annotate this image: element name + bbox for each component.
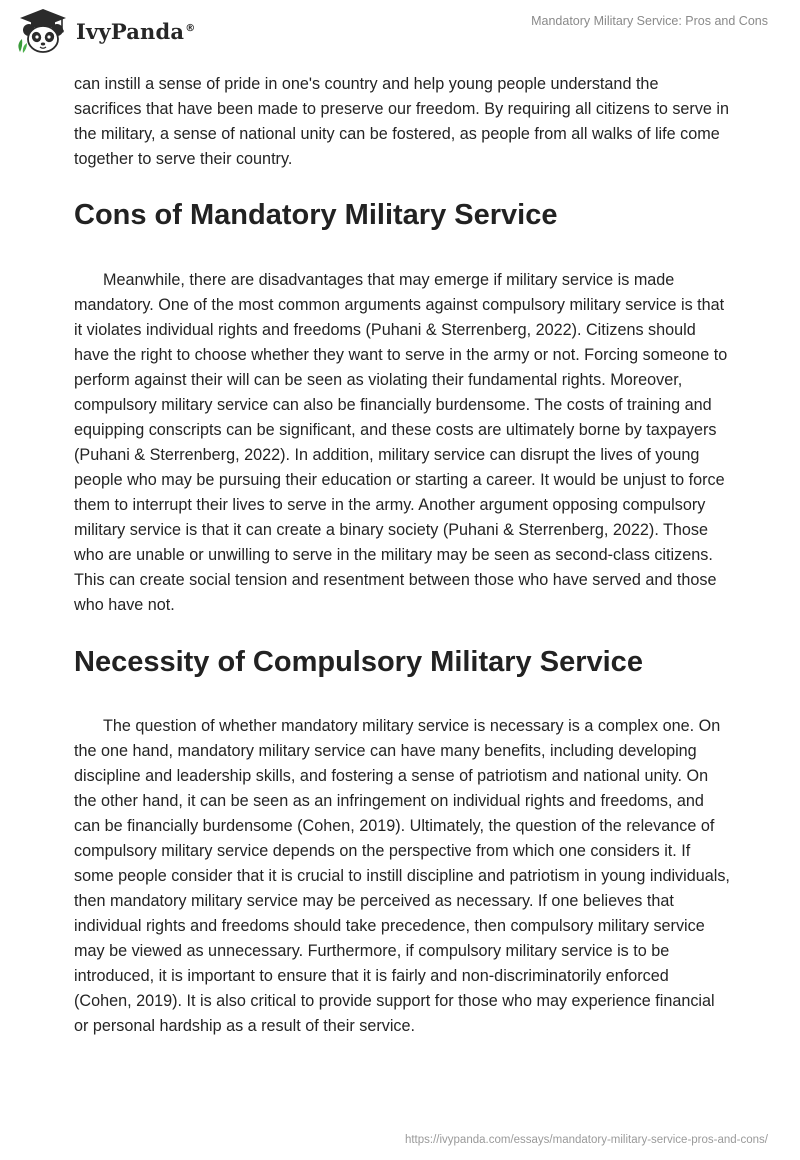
essay-content [74,72,730,1039]
footer-url-link[interactable]: https://ivypanda.com/essays/mandatory-military-service-pros-and-cons/ [404,1134,768,1146]
necessity-paragraph: The question of whether mandatory military service is necessary is a complex one. On the one hand, mandatory military service can have many benefits, including developing discipline and leadership skills, and fostering a sense of patriotism and national unity. On the other hand, it can be seen as an infringement on individual rights and freedoms, and can be financially burdensome (Cohen, 2019). Ultimately, the question of the relevance of compulsory military service depends on the perspective from which one considers it. If some people consider that it is crucial to instill discipline and patriotism in young individuals, then mandatory military service may be perceived as necessary. If one believes that individual rights and freedoms should take precedence, then compulsory military service may be viewed as unnecessary. Furthermore, if compulsory military service is to be introduced, it is important to ensure that it is fairly and non-discriminatorily enforced (Cohen, 2019). It is also critical to provide support for those who may experience financial or personal hardship as a result of their service. [74,717,730,1035]
brand-logo[interactable] [14,8,195,54]
brand-name: IvyPanda® [76,18,196,44]
intro-paragraph: can instill a sense of pride in one's country and help young people understand the sacrifices that have been made to preserve our freedom. By requiring all citizens to serve in the military, a sense of national unity can be fostered, as people from all walks of life come together to serve their country. [74,75,730,168]
section-heading-necessity: Necessity of Compulsory Military Service [74,646,643,678]
document-title: Mandatory Military Service: Pros and Cons [531,14,768,28]
panda-logo-icon [14,8,72,54]
page-header [0,0,800,64]
cons-paragraph: Meanwhile, there are disadvantages that may emerge if military service is made mandatory. One of the most common arguments against compulsory military service is that it violates individual rights and freedoms (Puhani & Sterrenberg, 2022). Citizens should have the right to choose whether they want to serve in the army or not. Forcing someone to perform against their will can be seen as violating their fundamental rights. Moreover, compulsory military service can also be financially burdensome. The costs of training and equipping conscripts can be significant, and these costs are ultimately borne by taxpayers (Puhani & Sterrenberg, 2022). In addition, military service can disrupt the lives of young people who may be pursuing their education or starting a career. It would be unjust to force them to interrupt their lives to serve in the army. Another argument opposing compulsory military service is that it can create a binary society (Puhani & Sterrenberg, 2022). Those who are unable or unwilling to serve in the military may be seen as second-class citizens. This can create social tension and resentment between those who have served and those who have not. [74,271,728,614]
section-heading-cons: Cons of Mandatory Military Service [74,199,558,231]
